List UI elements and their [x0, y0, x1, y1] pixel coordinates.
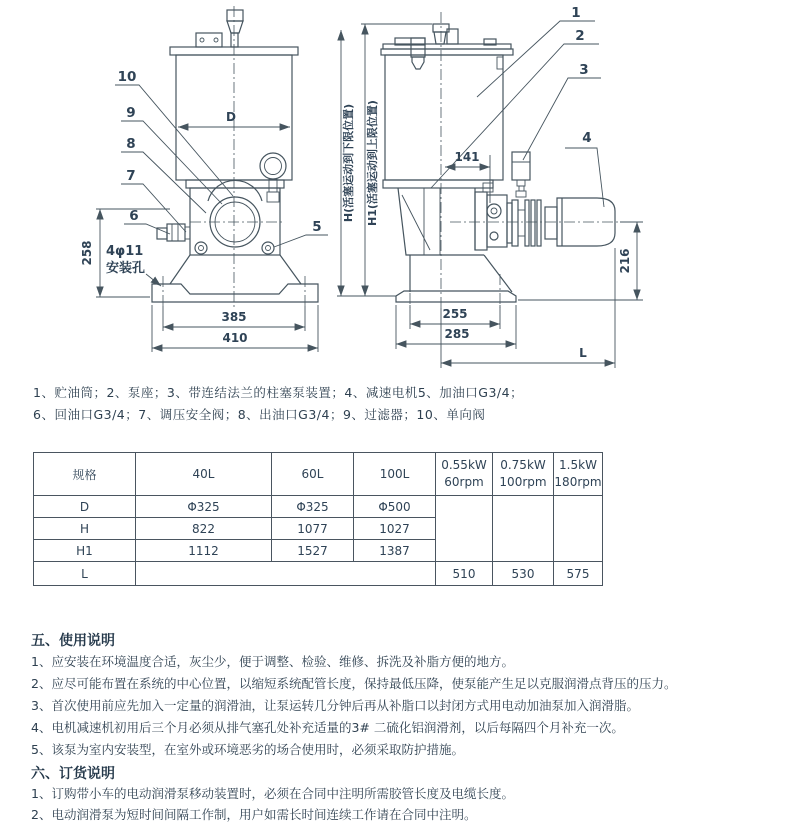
- motor-header-1: [436, 453, 493, 496]
- value-cell: Φ325: [272, 496, 354, 518]
- callout-4: 4: [582, 130, 592, 146]
- dim-385-label: 385: [221, 310, 247, 324]
- usage-item-3: 3、首次使用前应先加入一定量的润滑油，让泵运转几分钟后再从补脂口以封闭方式用电动加油泵加入润滑脂。: [31, 698, 639, 713]
- size-header-100l: 100L: [354, 453, 436, 496]
- mount-note-line1: 4φ11: [106, 244, 144, 259]
- left-base-plate: [152, 284, 318, 302]
- dim-410-label: 410: [222, 331, 248, 345]
- empty-cell: [493, 496, 554, 562]
- spec-row-d: [34, 496, 603, 518]
- right-view-drawing: [381, 5, 643, 368]
- mount-note-line2: 安装孔: [106, 261, 146, 276]
- callout-3: 3: [579, 62, 589, 78]
- value-cell: 575: [554, 562, 603, 586]
- left-pump-housing: [190, 188, 280, 255]
- dim-h1-label: H1(活塞运动到上限位置): [366, 100, 379, 226]
- motor-speed: 180rpm: [554, 475, 602, 489]
- dim-285-label: 285: [444, 327, 470, 341]
- grease-fill-connector: [512, 152, 530, 197]
- motor-power: 1.5kW: [559, 458, 597, 472]
- callout-2: 2: [575, 28, 585, 44]
- value-cell: 1027: [354, 518, 436, 540]
- dim-216-label: 216: [618, 248, 632, 274]
- motor-speed: 60rpm: [444, 475, 484, 489]
- value-cell: 1112: [136, 540, 272, 562]
- value-cell: 530: [493, 562, 554, 586]
- return-port-fitting: [157, 224, 190, 241]
- row-label: H1: [34, 540, 136, 562]
- right-tank-outline: [385, 55, 503, 180]
- left-view-drawing: [80, 6, 328, 352]
- motor-header-2: [493, 453, 554, 496]
- usage-section-title: 五、使用说明: [31, 633, 115, 649]
- value-cell: 1077: [272, 518, 354, 540]
- right-base-plate: [396, 291, 516, 302]
- callout-8: 8: [126, 136, 136, 152]
- callout-5: 5: [312, 219, 322, 235]
- empty-cell: [136, 562, 436, 586]
- value-cell: 1527: [272, 540, 354, 562]
- motor-power: 0.55kW: [441, 458, 487, 472]
- callout-1: 1: [571, 5, 581, 21]
- pressure-gauge-icon: [260, 153, 286, 202]
- row-label: D: [34, 496, 136, 518]
- usage-item-2: 2、应尽可能布置在系统的中心位置，以缩短系统配管长度，保持最低压降，使泵能产生足以克服润滑点背压的压力。: [31, 676, 677, 691]
- callout-7: 7: [126, 168, 136, 184]
- usage-item-1: 1、应安装在环境温度合适，灰尘少，便于调整、检验、维修、拆洗及补脂方便的地方。: [31, 654, 514, 669]
- row-label: L: [34, 562, 136, 586]
- size-header-40l: 40L: [136, 453, 272, 496]
- dim-255-label: 255: [442, 307, 468, 321]
- callout-9: 9: [126, 105, 136, 121]
- spec-table: [33, 452, 603, 586]
- pump-technical-drawing: [0, 0, 800, 375]
- spec-table-header-row: [34, 453, 603, 496]
- empty-cell: [554, 496, 603, 562]
- dim-h-label: H(活塞运动到下限位置): [342, 103, 355, 223]
- motor-speed: 100rpm: [499, 475, 547, 489]
- value-cell: 822: [136, 518, 272, 540]
- spec-header-cell: 规格: [34, 453, 136, 496]
- spec-row-l: [34, 562, 603, 586]
- empty-cell: [436, 496, 493, 562]
- motor-power: 0.75kW: [500, 458, 546, 472]
- dim-258-label: 258: [80, 240, 94, 266]
- plunger-pump-assembly: [475, 192, 557, 250]
- motor-header-3: [554, 453, 603, 496]
- usage-item-5: 5、该泵为室内安装型，在室外或环境恶劣的场合使用时，必须采取防护措施。: [31, 742, 464, 757]
- parts-legend-line-1: 1、贮油筒；2、泵座；3、带连结法兰的柱塞泵装置；4、减速电机5、加油口G3/4；: [33, 385, 524, 400]
- dim-l-label: L: [579, 346, 587, 360]
- dim-d-label: D: [226, 110, 236, 124]
- value-cell: Φ500: [354, 496, 436, 518]
- ordering-section-title: 六、订货说明: [31, 766, 115, 782]
- callout-10: 10: [117, 69, 137, 85]
- value-cell: Φ325: [136, 496, 272, 518]
- usage-item-4: 4、电机减速机初用后三个月必须从排气塞孔处补充适量的3# 二硫化铝润滑剂，以后每隔四个月补充一次。: [31, 720, 624, 735]
- parts-legend-line-2: 6、回油口G3/4；7、调压安全阀；8、出油口G3/4；9、过滤器；10、单向阀: [33, 407, 486, 422]
- value-cell: 1387: [354, 540, 436, 562]
- ordering-item-2: 2、电动润滑泵为短时间间隔工作制，用户如需长时间连续工作请在合同中注明。: [31, 807, 477, 822]
- row-label: H: [34, 518, 136, 540]
- size-header-60l: 60L: [272, 453, 354, 496]
- ordering-item-1: 1、订购带小车的电动润滑泵移动装置时，必须在合同中注明所需胶管长度及电缆长度。: [31, 786, 514, 801]
- dim-141-label: 141: [454, 150, 480, 164]
- value-cell: 510: [436, 562, 493, 586]
- callout-6: 6: [129, 208, 139, 224]
